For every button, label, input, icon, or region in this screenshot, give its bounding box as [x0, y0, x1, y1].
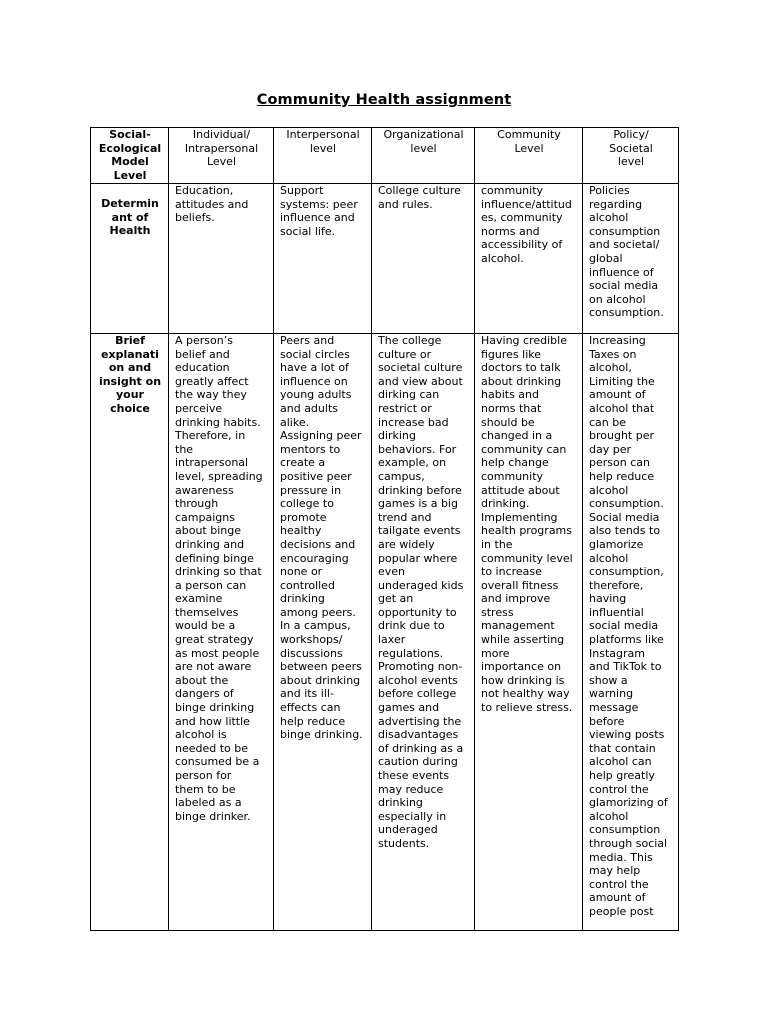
header-interpersonal-level: Interpersonal level — [274, 128, 372, 184]
table-row-determinant — [91, 184, 679, 334]
header-individual-level: Individual/ Intrapersonal Level — [169, 128, 274, 184]
header-policy-level: Policy/ Societal level — [583, 128, 679, 184]
cell-explanation-policy: Increasing Taxes on alcohol, Limiting the amount of alcohol that can be brought per day per person can help reduce alcohol consumption. Social media also tends to glamorize alcohol consumption, therefore, having influential social media platforms like Instagram and TikTok to show a warning message before viewing posts that contain alcohol can help greatly control the glamorizing of alcohol consumption through social media. This may help control the amount of people post — [583, 334, 679, 931]
cell-determinant-individual: Education, attitudes and beliefs. — [169, 184, 274, 334]
cell-explanation-interpersonal: Peers and social circles have a lot of influence on young adults and adults alike. Assigning peer mentors to create a positive peer pressure in college to promote healthy decisions and encouraging none or controlled drinking among peers. In a campus, workshops/ discussions between peers about drinking and its ill- effects can help reduce binge drinking. — [274, 334, 372, 931]
table-header-row — [91, 128, 679, 184]
cell-determinant-community: community influence/attitud es, community norms and accessibility of alcohol. — [475, 184, 583, 334]
header-organizational-level: Organizational level — [372, 128, 475, 184]
cell-explanation-individual: A person’s belief and education greatly affect the way they perceive drinking habits. Therefore, in the intrapersonal level, spreading awareness through campaigns about binge drinking and defining binge drinking so that a person can examine themselves would be a great strategy as most people are not aware about the dangers of binge drinking and how little alcohol is needed to be consumed be a person for them to be labeled as a binge drinker. — [169, 334, 274, 931]
header-model-level: Social- Ecological Model Level — [91, 128, 169, 184]
header-community-level: Community Level — [475, 128, 583, 184]
table-row-explanation — [91, 334, 679, 931]
row-label-determinant — [91, 184, 169, 334]
cell-determinant-policy: Policies regarding alcohol consumption and societal/ global influence of social media on alcohol consumption. — [583, 184, 679, 334]
cell-determinant-interpersonal: Support systems: peer influence and social life. — [274, 184, 372, 334]
cell-determinant-organizational: College culture and rules. — [372, 184, 475, 334]
social-ecological-model-table — [90, 127, 679, 931]
row-label-determinant-text: Determin ant of Health — [101, 197, 159, 238]
document-title: Community Health assignment — [256, 92, 512, 108]
cell-explanation-community: Having credible figures like doctors to talk about drinking habits and norms that should be changed in a community can help change community attitude about drinking. Implementing health programs in the community level to increase overall fitness and improve stress management while asserting more importance on how drinking is not healthy way to relieve stress. — [475, 334, 583, 931]
row-label-explanation: Brief explanati on and insight on your choice — [91, 334, 169, 931]
cell-explanation-organizational: The college culture or societal culture and view about dirking can restrict or increase bad dirking behaviors. For example, on campus, drinking before games is a big trend and tailgate events are widely popular where even underaged kids get an opportunity to drink due to laxer regulations. Promoting non- alcohol events before college games and advertising the disadvantages of drinking as a caution during these events may reduce drinking especially in underaged students. — [372, 334, 475, 931]
